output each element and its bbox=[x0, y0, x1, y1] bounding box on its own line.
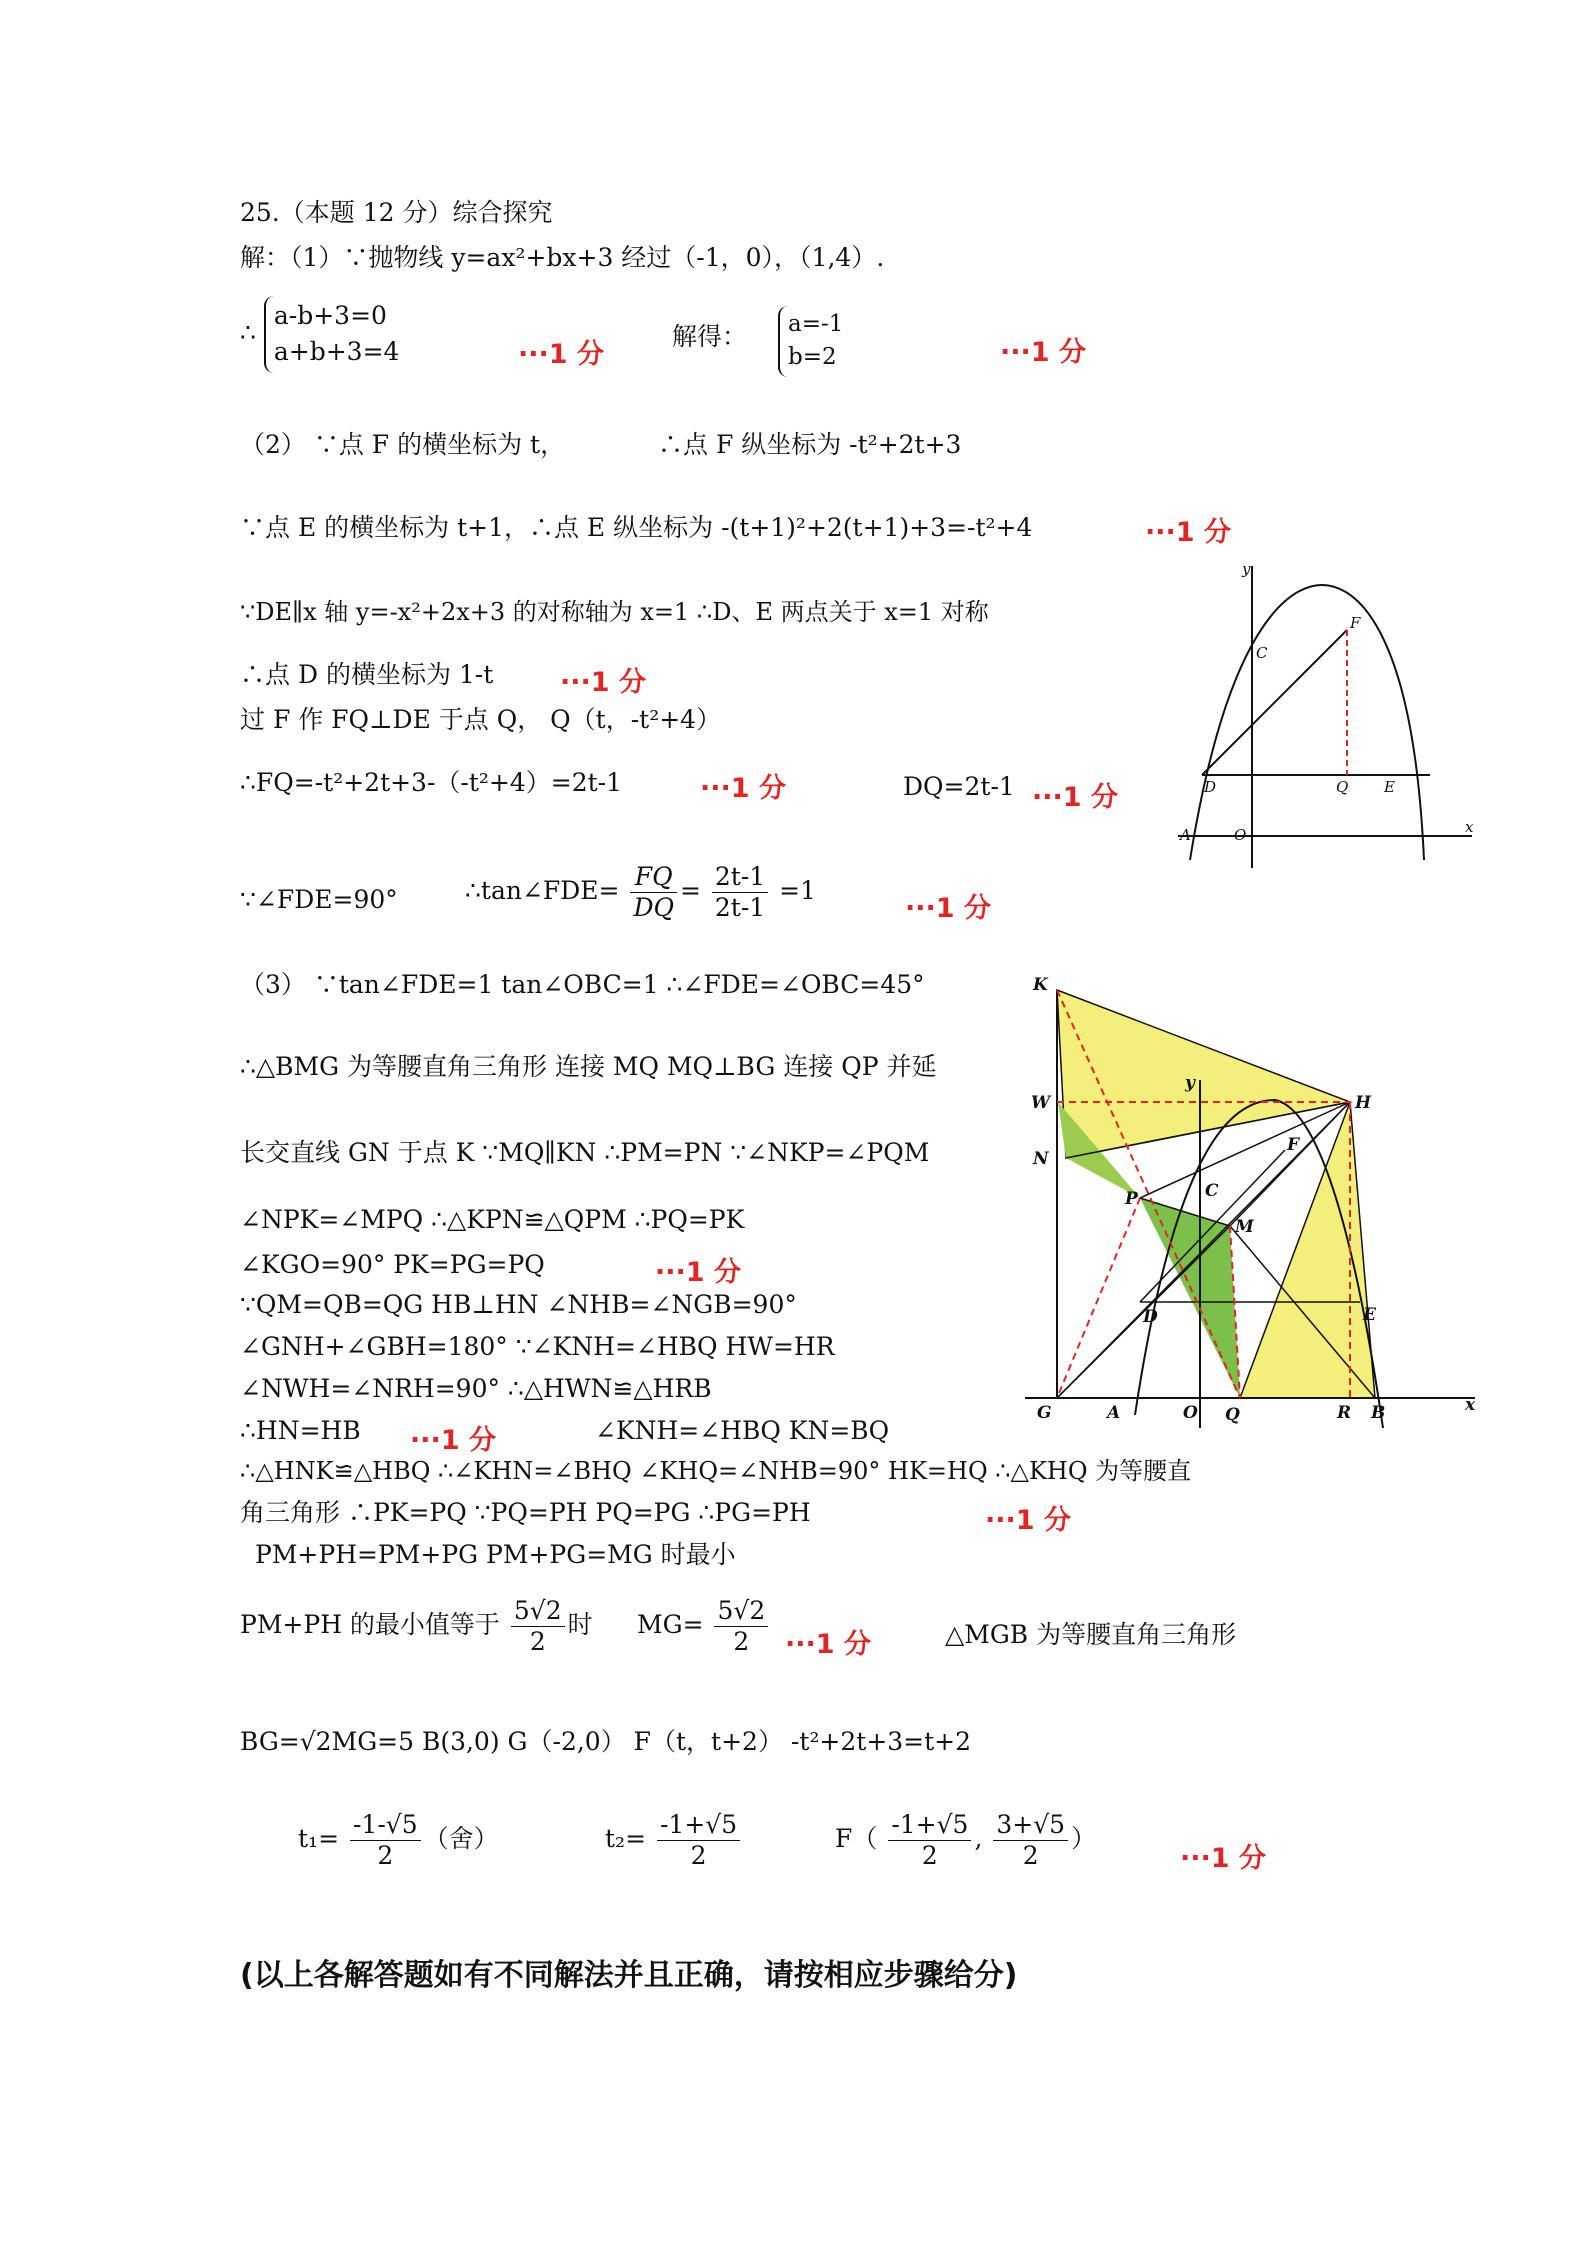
label-m: M bbox=[1235, 1217, 1254, 1237]
solution-b: b=2 bbox=[788, 344, 837, 371]
solution-label: 解得： bbox=[672, 322, 748, 351]
part3-line-14: BG=√2MG=5 B(3,0) G（-2,0） F（t，t+2） -t²+2t+3=t+2 bbox=[240, 1727, 972, 1756]
label-n: N bbox=[1033, 1149, 1049, 1169]
score-mark: ···1 分 bbox=[785, 1629, 871, 1660]
equation-1: a-b+3=0 bbox=[273, 301, 387, 330]
score-mark: ···1 分 bbox=[1032, 782, 1118, 813]
score-mark: ···1 分 bbox=[985, 1505, 1071, 1536]
parabola-figure bbox=[1172, 560, 1478, 872]
part2-line-5: 过 F 作 FQ⊥DE 于点 Q， Q（t，-t²+4） bbox=[240, 705, 722, 734]
solution-a: a=-1 bbox=[788, 311, 844, 337]
score-mark: ···1 分 bbox=[700, 773, 786, 804]
label-r: R bbox=[1337, 1403, 1352, 1423]
part2-line-1a: （2） ∵点 F 的横坐标为 t， bbox=[240, 430, 566, 459]
score-mark: ···1 分 bbox=[905, 893, 991, 924]
part2-line-4: ∴点 D 的横坐标为 1-t bbox=[240, 660, 494, 689]
score-mark: ···1 分 bbox=[560, 667, 646, 698]
score-mark: ···1 分 bbox=[1180, 1843, 1266, 1874]
label-k: K bbox=[1033, 975, 1048, 995]
part3-line-7: ∠GNH+∠GBH=180° ∵∠KNH=∠HBQ HW=HR bbox=[240, 1332, 835, 1361]
equation-2: a+b+3=4 bbox=[273, 337, 400, 367]
label-o: O bbox=[1183, 1403, 1198, 1423]
label-x: x bbox=[1465, 1395, 1476, 1415]
label-g: G bbox=[1037, 1403, 1052, 1423]
part3-line-9a: ∴HN=HB bbox=[240, 1416, 361, 1445]
label-a: A bbox=[1180, 826, 1191, 844]
label-p: P bbox=[1125, 1189, 1138, 1209]
label-d: D bbox=[1204, 778, 1217, 796]
part3-line-1: （3） ∵tan∠FDE=1 tan∠OBC=1 ∴∠FDE=∠OBC=45° bbox=[240, 970, 925, 999]
dashed-pg bbox=[1057, 1198, 1140, 1398]
part2-line-2: ∵点 E 的横坐标为 t+1，∴点 E 纵坐标为 -(t+1)²+2(t+1)+3=-t²+4 bbox=[240, 513, 1033, 542]
label-a: A bbox=[1107, 1403, 1121, 1423]
part2-line-1b: ∴点 F 纵坐标为 -t²+2t+3 bbox=[658, 430, 962, 459]
fraction-fq-dq: $\frac{FQ}{DQ}$ bbox=[630, 862, 677, 923]
part3-line-13-mg: MG= $\frac{5√2}{2}$ bbox=[637, 1596, 771, 1657]
part3-line-9b: ∠KNH=∠HBQ KN=BQ bbox=[595, 1416, 890, 1445]
part3-line-8: ∠NWH=∠NRH=90° ∴△HWN≌△HRB bbox=[240, 1374, 712, 1403]
part3-line-6: ∵QM=QB=QG HB⊥HN ∠NHB=∠NGB=90° bbox=[240, 1290, 797, 1319]
label-f: F bbox=[1350, 614, 1361, 632]
label-d: D bbox=[1143, 1307, 1158, 1327]
part1-line: 解：（1）∵抛物线 y=ax²+bx+3 经过（-1，0），（1,4）. bbox=[240, 243, 885, 272]
score-mark: ···1 分 bbox=[655, 1257, 741, 1288]
part3-line-3: 长交直线 GN 于点 K ∵MQ∥KN ∴PM=PN ∵∠NKP=∠PQM bbox=[240, 1138, 930, 1167]
part2-line-6b: DQ=2t-1 bbox=[903, 772, 1015, 801]
fraction-5root2: $\frac{5√2}{2}$ bbox=[714, 1596, 768, 1657]
solution-system bbox=[778, 306, 851, 377]
problem-title: 25.（本题 12 分）综合探究 bbox=[240, 198, 553, 227]
label-x: x bbox=[1465, 818, 1474, 836]
label-q: Q bbox=[1225, 1405, 1240, 1425]
part3-line-4: ∠NPK=∠MPQ ∴△KPN≌△QPM ∴PQ=PK bbox=[240, 1205, 745, 1234]
equation-system bbox=[264, 296, 408, 373]
t2-solution: t₂= $\frac{-1+√5}{2}$ bbox=[605, 1810, 743, 1871]
fraction-5root2: $\frac{5√2}{2}$ bbox=[511, 1596, 565, 1657]
part2-line-3: ∵DE∥x 轴 y=-x²+2x+3 的对称轴为 x=1 ∴D、E 两点关于 x=1 对称 bbox=[240, 598, 989, 626]
t1-solution: t₁= $\frac{-1-√5}{2}$ （舍） bbox=[298, 1810, 499, 1870]
label-b: B bbox=[1371, 1403, 1386, 1423]
part2-line-7b: ∴tan∠FDE= $\frac{FQ}{DQ}$ = $\frac{2t-1}{2t-1}$ =1 bbox=[465, 862, 817, 922]
fraction-2t: $\frac{2t-1}{2t-1}$ bbox=[712, 862, 768, 923]
tan-label: ∴tan∠FDE= bbox=[465, 876, 620, 905]
label-o: O bbox=[1234, 826, 1247, 844]
part3-line-10: ∴△HNK≌△HBQ ∴∠KHN=∠BHQ ∠KHQ=∠NHB=90° HK=HQ ∴△KHQ 为等腰直 bbox=[240, 1457, 1192, 1485]
label-c: C bbox=[1256, 644, 1268, 662]
footer-note: (以上各解答题如有不同解法并且正确，请按相应步骤给分) bbox=[240, 1958, 1018, 1993]
part3-line-13d: △MGB 为等腰直角三角形 bbox=[945, 1620, 1237, 1649]
label-h: H bbox=[1355, 1093, 1372, 1113]
score-mark: ···1 分 bbox=[1145, 517, 1231, 548]
therefore-symbol: ∴ bbox=[240, 317, 256, 347]
label-w: W bbox=[1031, 1093, 1051, 1113]
label-q: Q bbox=[1336, 778, 1349, 796]
triangle-khn bbox=[1057, 990, 1350, 1158]
score-mark: ···1 分 bbox=[410, 1425, 496, 1456]
label-y: y bbox=[1185, 1073, 1195, 1093]
label-y: y bbox=[1242, 560, 1251, 578]
part2-line-7a: ∵∠FDE=90° bbox=[240, 885, 398, 914]
label-c: C bbox=[1205, 1181, 1219, 1201]
part2-line-6: ∴FQ=-t²+2t+3-（-t²+4）=2t-1 bbox=[240, 768, 623, 797]
part3-line-11: 角三角形 ∴PK=PQ ∵PQ=PH PQ=PG ∴PG=PH bbox=[240, 1498, 811, 1527]
part1-system bbox=[240, 296, 407, 373]
label-e: E bbox=[1363, 1305, 1376, 1325]
score-mark: ···1 分 bbox=[518, 339, 604, 370]
label-e: E bbox=[1384, 778, 1395, 796]
part3-line-13: PM+PH 的最小值等于 $\frac{5√2}{2}$ 时 bbox=[240, 1596, 593, 1656]
part3-line-12: PM+PH=PM+PG PM+PG=MG 时最小 bbox=[255, 1540, 736, 1569]
part3-line-5: ∠KGO=90° PK=PG=PQ bbox=[240, 1250, 545, 1279]
figure-background bbox=[1172, 560, 1478, 872]
point-f-solution: F（ $\frac{-1+√5}{2}$ , $\frac{3+√5}{2}$ ） bbox=[835, 1810, 1097, 1870]
score-mark: ···1 分 bbox=[1000, 337, 1086, 368]
part3-line-2: ∴△BMG 为等腰直角三角形 连接 MQ MQ⊥BG 连接 QP 并延 bbox=[240, 1052, 937, 1081]
label-f: F bbox=[1287, 1135, 1300, 1155]
construction-figure bbox=[1025, 970, 1485, 1430]
